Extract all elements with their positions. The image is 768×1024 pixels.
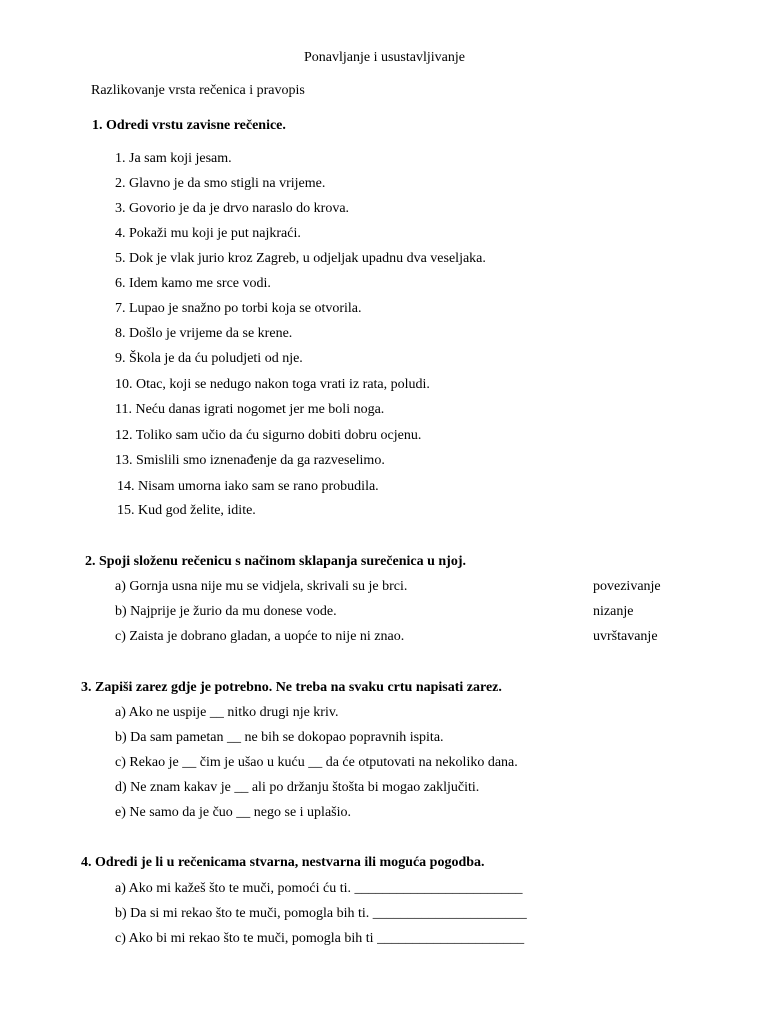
section-1-item: 15. Kud god želite, idite. xyxy=(117,503,256,518)
page-subtitle: Razlikovanje vrsta rečenica i pravopis xyxy=(91,83,305,98)
section-1-item: 8. Došlo je vrijeme da se krene. xyxy=(115,326,293,341)
section-3-item: e) Ne samo da je čuo __ nego se i uplašio. xyxy=(115,805,351,820)
section-4-item: c) Ako bi mi rekao što te muči, pomogla bih ti _____________________ xyxy=(115,931,525,946)
section-2-option: uvrštavanje xyxy=(593,629,658,644)
section-1-item: 2. Glavno je da smo stigli na vrijeme. xyxy=(115,176,326,191)
section-1-item: 13. Smislili smo iznenađenje da ga razveselimo. xyxy=(115,453,385,468)
section-1-item: 1. Ja sam koji jesam. xyxy=(115,151,232,166)
section-2-option: nizanje xyxy=(593,604,634,619)
section-3-item: d) Ne znam kakav je __ ali po držanju štošta bi mogao zaključiti. xyxy=(115,780,480,795)
section-4-item: a) Ako mi kažeš što te muči, pomoći ću ti. ________________________ xyxy=(115,881,523,896)
section-1-item: 7. Lupao je snažno po torbi koja se otvorila. xyxy=(115,301,362,316)
section-1-item: 12. Toliko sam učio da ću sigurno dobiti dobru ocjenu. xyxy=(115,428,422,443)
section-1-item: 9. Škola je da ću poludjeti od nje. xyxy=(115,351,303,366)
section-1-item: 11. Neću danas igrati nogomet jer me boli noga. xyxy=(115,402,385,417)
section-1-item: 6. Idem kamo me srce vodi. xyxy=(115,276,271,291)
section-2-option: povezivanje xyxy=(593,579,661,594)
section-2-heading: 2. Spoji složenu rečenicu s načinom sklapanja surečenica u njoj. xyxy=(85,554,467,569)
section-4-item: b) Da si mi rekao što te muči, pomogla bih ti. ______________________ xyxy=(115,906,527,921)
section-2-item: a) Gornja usna nije mu se vidjela, skrivali su je brci. xyxy=(115,579,408,594)
section-1-item: 4. Pokaži mu koji je put najkraći. xyxy=(115,226,301,241)
section-1-heading: 1. Odredi vrstu zavisne rečenice. xyxy=(92,118,286,133)
page-title: Ponavljanje i usustavljivanje xyxy=(304,50,465,65)
section-3-item: b) Da sam pametan __ ne bih se dokopao popravnih ispita. xyxy=(115,730,444,745)
section-1-item: 3. Govorio je da je drvo naraslo do krova. xyxy=(115,201,350,216)
section-1-item: 10. Otac, koji se nedugo nakon toga vrati iz rata, poludi. xyxy=(115,377,430,392)
section-2-item: c) Zaista je dobrano gladan, a uopće to nije ni znao. xyxy=(115,629,405,644)
section-3-item: a) Ako ne uspije __ nitko drugi nje kriv. xyxy=(115,705,339,720)
section-4-heading: 4. Odredi je li u rečenicama stvarna, nestvarna ili moguća pogodba. xyxy=(81,855,485,870)
section-1-item: 14. Nisam umorna iako sam se rano probudila. xyxy=(117,479,379,494)
section-3-heading: 3. Zapiši zarez gdje je potrebno. Ne treba na svaku crtu napisati zarez. xyxy=(81,680,502,695)
section-2-item: b) Najprije je žurio da mu donese vode. xyxy=(115,604,337,619)
section-3-item: c) Rekao je __ čim je ušao u kuću __ da će otputovati na nekoliko dana. xyxy=(115,755,518,770)
section-1-item: 5. Dok je vlak jurio kroz Zagreb, u odjeljak upadnu dva veseljaka. xyxy=(115,251,486,266)
